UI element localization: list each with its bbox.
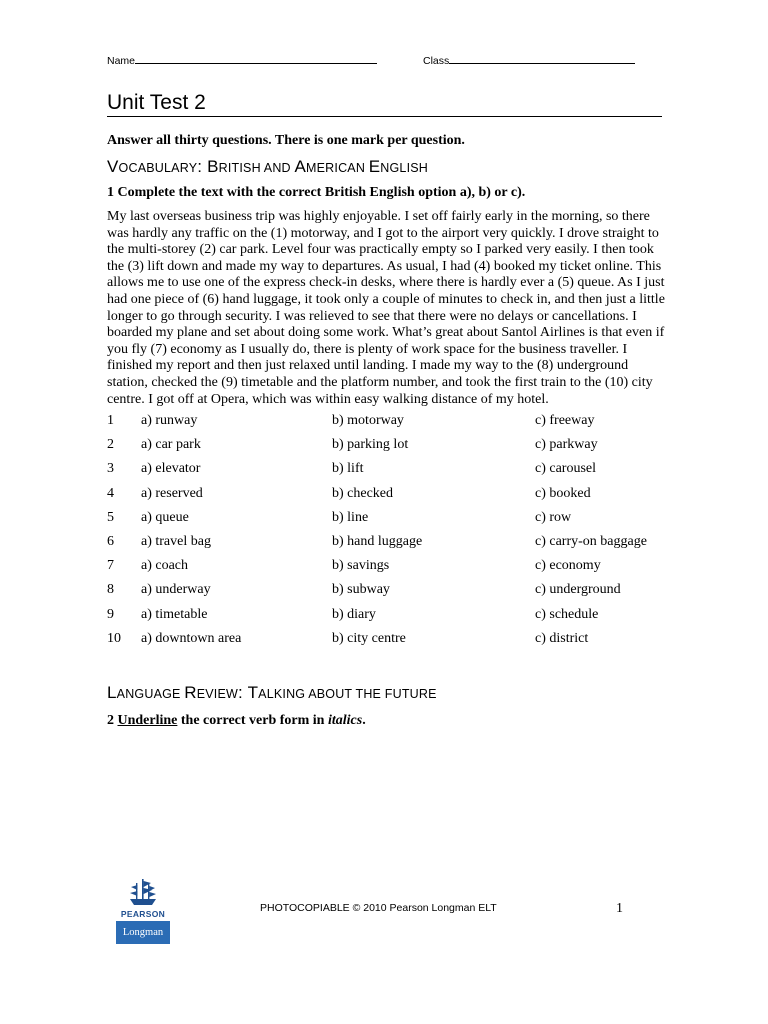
question-2-number: 2 xyxy=(107,713,118,728)
passage-line: station, checked the (9) timetable and the platform number, and took the first train to the (10) city xyxy=(107,374,653,390)
passage-line: the (3) lift down and made my way to departures. As usual, I had (4) booked my ticket online. This xyxy=(107,258,662,274)
option-row xyxy=(107,607,667,631)
question-number: 7 xyxy=(107,558,114,574)
answer-options-table xyxy=(107,413,667,655)
passage-line: My last overseas business trip was highly enjoyable. I set off fairly early in the morning, so there xyxy=(107,209,650,224)
question-number: 5 xyxy=(107,509,114,525)
footer-copyright: PHOTOCOPIABLE © 2010 Pearson Longman ELT xyxy=(260,902,497,914)
vocabulary-section-heading xyxy=(107,157,428,177)
option-row xyxy=(107,461,667,485)
option-b[interactable]: b) diary xyxy=(332,606,376,622)
class-blank-line[interactable] xyxy=(449,53,635,64)
heading-initial: V xyxy=(107,157,119,176)
option-c[interactable]: c) freeway xyxy=(535,413,595,428)
option-a[interactable]: a) coach xyxy=(141,558,189,574)
option-row xyxy=(107,486,667,510)
heading-part: ANGUAGE xyxy=(116,687,185,701)
option-b[interactable]: b) checked xyxy=(332,485,394,501)
passage-line: the multi-storey (2) car park. Level four was practically empty so I parked very easily. I then took xyxy=(107,242,654,258)
option-a[interactable]: a) travel bag xyxy=(141,533,211,549)
italics-word: italics xyxy=(327,713,363,728)
heading-initial: A xyxy=(294,157,307,176)
instruction-text: the correct verb form in xyxy=(177,713,328,728)
option-b[interactable]: b) parking lot xyxy=(332,437,409,453)
reading-passage xyxy=(107,209,665,408)
heading-initial: T xyxy=(247,683,259,702)
passage-line: longer to go through security. I was relieved to see that there were no delays or cancellations. I xyxy=(107,308,637,324)
heading-colon: : xyxy=(197,157,208,176)
option-a[interactable]: a) car park xyxy=(141,437,201,453)
option-c[interactable]: c) row xyxy=(535,509,572,525)
name-blank-line[interactable] xyxy=(135,53,377,64)
option-row xyxy=(107,582,667,606)
title-divider xyxy=(107,116,662,117)
instruction-end: . xyxy=(362,713,366,728)
option-b[interactable]: b) line xyxy=(332,509,369,525)
option-c[interactable]: c) economy xyxy=(535,558,601,574)
heading-part: OCABULARY xyxy=(118,161,198,175)
option-b[interactable]: b) motorway xyxy=(332,413,404,428)
heading-part: NGLISH xyxy=(380,161,429,175)
option-b[interactable]: b) lift xyxy=(332,461,364,477)
longman-wordmark: Longman xyxy=(116,921,170,944)
heading-initial: L xyxy=(107,683,117,702)
question-number: 4 xyxy=(107,485,114,501)
student-info-row xyxy=(107,53,667,69)
question-number: 1 xyxy=(107,413,114,428)
name-label: Name xyxy=(107,55,136,67)
class-label: Class xyxy=(423,55,450,67)
passage-line: allows me to use one of the express check-in desks, where there is hardly ever a (5) queue. As I just xyxy=(107,275,665,291)
underline-word: Underline xyxy=(117,713,178,728)
option-a[interactable]: a) runway xyxy=(141,413,198,428)
heading-initial: B xyxy=(207,157,219,176)
question-1-instruction: 1 Complete the text with the correct British English option a), b) or c). xyxy=(107,185,526,200)
language-review-section-heading xyxy=(107,683,437,703)
heading-part: ALKING ABOUT THE FUTURE xyxy=(258,687,437,701)
ship-icon xyxy=(128,878,158,906)
option-c[interactable]: c) schedule xyxy=(535,606,599,622)
question-number: 3 xyxy=(107,461,114,477)
option-c[interactable]: c) district xyxy=(535,630,589,646)
question-number: 10 xyxy=(107,630,121,646)
question-number: 2 xyxy=(107,437,114,453)
heading-initial: R xyxy=(184,683,197,702)
option-row xyxy=(107,510,667,534)
option-row xyxy=(107,558,667,582)
option-a[interactable]: a) downtown area xyxy=(141,630,242,646)
question-2-instruction xyxy=(107,713,366,729)
option-row xyxy=(107,413,667,437)
page-number: 1 xyxy=(616,901,623,916)
page-title: Unit Test 2 xyxy=(107,91,206,114)
option-b[interactable]: b) city centre xyxy=(332,630,406,646)
option-c[interactable]: c) parkway xyxy=(535,437,598,453)
question-number: 8 xyxy=(107,582,114,598)
heading-initial: E xyxy=(368,157,381,176)
option-a[interactable]: a) queue xyxy=(141,509,189,525)
passage-line: finished my report and then just relaxed until landing. I made my way to the (8) underground xyxy=(107,358,629,374)
test-instructions: Answer all thirty questions. There is one mark per question. xyxy=(107,133,465,148)
option-b[interactable]: b) subway xyxy=(332,582,390,598)
option-row xyxy=(107,631,667,655)
option-c[interactable]: c) carousel xyxy=(535,461,597,477)
option-a[interactable]: a) elevator xyxy=(141,461,201,477)
heading-colon: : xyxy=(238,683,248,702)
question-number: 9 xyxy=(107,606,114,622)
pearson-wordmark: PEARSON xyxy=(116,907,170,921)
heading-part: RITISH AND xyxy=(218,161,295,175)
question-number: 6 xyxy=(107,533,114,549)
passage-line: you fly (7) economy as I usually do, there is plenty of work space for the business traveller. I xyxy=(107,341,628,357)
option-a[interactable]: a) timetable xyxy=(141,606,208,622)
option-c[interactable]: c) carry-on baggage xyxy=(535,533,647,549)
class-field xyxy=(423,53,635,67)
passage-line: centre. I got off at Opera, which was within easy walking distance of my hotel. xyxy=(107,391,549,407)
passage-line: was hardly any traffic on the (1) motorway, and I got to the airport very quickly. I drove straight to xyxy=(107,225,659,241)
option-a[interactable]: a) reserved xyxy=(141,485,203,501)
option-b[interactable]: b) savings xyxy=(332,558,390,574)
option-c[interactable]: c) booked xyxy=(535,485,591,501)
option-a[interactable]: a) underway xyxy=(141,582,211,598)
passage-line: boarded my plane and set about doing some work. What’s great about Santol Airlines is that even if xyxy=(107,325,665,341)
option-row xyxy=(107,437,667,461)
name-field xyxy=(107,53,377,67)
heading-part: MERICAN xyxy=(306,161,369,175)
pearson-longman-logo xyxy=(116,878,170,944)
option-b[interactable]: b) hand luggage xyxy=(332,533,423,549)
passage-line: had one piece of (6) hand luggage, it took only a couple of minutes to check in, and then just a little xyxy=(107,291,665,307)
heading-part: EVIEW xyxy=(196,687,239,701)
option-row xyxy=(107,534,667,558)
option-c[interactable]: c) underground xyxy=(535,582,621,598)
